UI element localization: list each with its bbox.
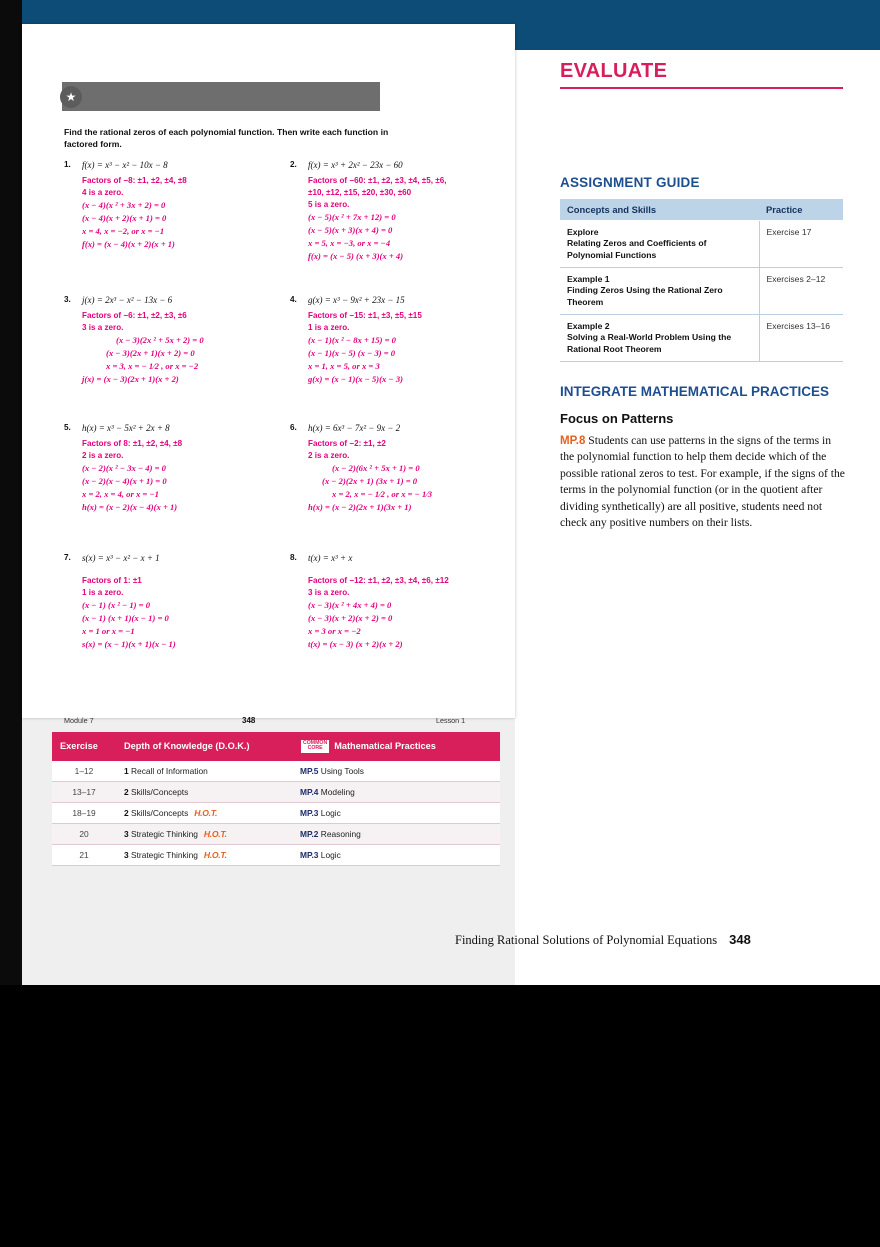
- dok-header-exercise: Exercise: [52, 732, 116, 761]
- hot-badge: H.O.T.: [194, 807, 218, 818]
- answer-line: 1 is a zero.: [82, 587, 124, 597]
- mp-label: Using Tools: [320, 765, 364, 776]
- mp-code: MP.4: [300, 786, 319, 797]
- dok-practice-cell: [292, 781, 500, 802]
- problem-number: 3.: [64, 295, 71, 304]
- running-footer-page: 348: [729, 932, 751, 947]
- left-dark-strip: [0, 0, 22, 985]
- answer-line: x = 1 or x = −1: [82, 625, 135, 636]
- problem-7: [64, 552, 279, 651]
- table-row: [560, 221, 843, 268]
- dok-level-cell: [116, 844, 292, 865]
- dok-header-row: [52, 732, 500, 761]
- section-header-bar: [62, 82, 380, 111]
- dok-exercise: 1–12: [52, 761, 116, 782]
- guide-label: Example 2: [567, 321, 610, 332]
- answer-line: (x − 2)(x ² − 3x − 4) = 0: [82, 463, 166, 474]
- dok-header-practices: [292, 732, 500, 761]
- answer-line: 3 is a zero.: [308, 587, 350, 597]
- mp-code: MP.2: [300, 828, 319, 839]
- table-row: [52, 823, 500, 844]
- dok-practice-cell: [292, 802, 500, 823]
- answer-line: (x − 3)(2x + 1)(x + 2) = 0: [106, 347, 195, 358]
- mp-label: Logic: [320, 849, 341, 860]
- problem-number: 1.: [64, 160, 71, 169]
- student-page-footer: [64, 716, 484, 725]
- top-blue-banner: [515, 0, 880, 50]
- answer-line: f(x) = (x − 5) (x + 3)(x + 4): [308, 250, 404, 261]
- problem-function: g(x) = x³ − 9x² + 23x − 15: [308, 295, 405, 305]
- footer-module: Module 7: [64, 716, 94, 725]
- answer-line: s(x) = (x − 1)(x + 1)(x − 1): [82, 638, 176, 649]
- answer-line: 4 is a zero.: [82, 187, 124, 197]
- answer-line: 5 is a zero.: [308, 200, 350, 210]
- problem-number: 2.: [290, 160, 297, 169]
- mp-label: Modeling: [320, 786, 355, 797]
- integrate-practices-heading: INTEGRATE MATHEMATICAL PRACTICES: [560, 384, 829, 400]
- guide-label: Example 1: [567, 274, 610, 285]
- guide-practice: Exercise 17: [759, 221, 843, 268]
- footer-page-number: 348: [242, 716, 256, 725]
- answer-line: Factors of −15: ±1, ±3, ±5, ±15: [308, 310, 422, 320]
- answer-line: 2 is a zero.: [82, 450, 124, 460]
- exercise-instructions: Find the rational zeros of each polynomial function. Then write each function in factored form.: [64, 127, 389, 149]
- answer-line: (x − 1) (x ² − 1) = 0: [82, 600, 151, 611]
- answer-line: x = 2, x = 4, or x = −1: [82, 488, 159, 499]
- answer-line: (x − 1)(x − 5) (x − 3) = 0: [308, 347, 396, 358]
- problem-1: [64, 159, 279, 251]
- dok-level-cell: [116, 761, 292, 782]
- running-footer: [455, 932, 855, 948]
- answer-line: 3 is a zero.: [82, 322, 124, 332]
- dok-level-cell: [116, 823, 292, 844]
- answer-line: Factors of −6: ±1, ±2, ±3, ±6: [82, 310, 187, 320]
- dok-exercise: 20: [52, 823, 116, 844]
- guide-header-row: [560, 199, 843, 221]
- problem-3: [64, 294, 279, 386]
- problem-number: 8.: [290, 553, 297, 562]
- answer-line: g(x) = (x − 1)(x − 5)(x − 3): [308, 373, 403, 384]
- problem-4: [290, 294, 495, 386]
- answer-line: h(x) = (x − 2)(2x + 1)(3x + 1): [308, 501, 412, 512]
- problem-function: h(x) = x³ − 5x² + 2x + 8: [82, 423, 170, 433]
- footer-lesson: Lesson 1: [436, 716, 466, 725]
- answer-line: Factors of −60: ±1, ±2, ±3, ±4, ±5, ±6,: [308, 175, 447, 185]
- dok-exercise: 18–19: [52, 802, 116, 823]
- problem-function: h(x) = 6x³ − 7x² − 9x − 2: [308, 423, 401, 433]
- dok-header-dok: Depth of Knowledge (D.O.K.): [116, 732, 292, 761]
- guide-detail: Finding Zeros Using the Rational Zero Theorem: [567, 285, 723, 307]
- problem-number: 4.: [290, 295, 297, 304]
- dok-label: Recall of Information: [131, 765, 208, 776]
- guide-concept-cell: [560, 221, 759, 268]
- problem-8: [290, 552, 500, 651]
- dok-practice-cell: [292, 844, 500, 865]
- answer-line: x = 3 or x = −2: [308, 625, 361, 636]
- problem-number: 5.: [64, 423, 71, 432]
- dok-level: 2: [124, 807, 129, 818]
- answer-line: (x − 4)(x ² + 3x + 2) = 0: [82, 200, 166, 211]
- problem-function: f(x) = x³ − x² − 10x − 8: [82, 160, 168, 170]
- table-row: [52, 781, 500, 802]
- dok-level: 2: [124, 786, 129, 797]
- dok-practice-cell: [292, 823, 500, 844]
- evaluate-heading: EVALUATE: [560, 60, 668, 82]
- running-footer-title: Finding Rational Solutions of Polynomial Equations: [455, 933, 718, 947]
- problem-function: f(x) = x³ + 2x² − 23x − 60: [308, 160, 403, 170]
- dok-label: Skills/Concepts: [131, 786, 189, 797]
- hot-badge: H.O.T.: [203, 849, 227, 860]
- mp-label: Reasoning: [320, 828, 361, 839]
- problem-function: j(x) = 2x³ − x² − 13x − 6: [82, 295, 173, 305]
- table-row: [52, 844, 500, 865]
- problem-number: 7.: [64, 553, 71, 562]
- guide-detail: Solving a Real-World Problem Using the Rational Root Theorem: [567, 332, 732, 354]
- assignment-guide-heading: ASSIGNMENT GUIDE: [560, 175, 700, 190]
- answer-line: 1 is a zero.: [308, 322, 350, 332]
- teacher-column: [560, 60, 845, 532]
- dok-label: Strategic Thinking: [131, 849, 198, 860]
- answer-line: (x − 3)(x ² + 4x + 4) = 0: [308, 600, 392, 611]
- mp8-tag: MP.8: [560, 434, 586, 447]
- answer-line: x = 4, x = −2, or x = −1: [82, 225, 165, 236]
- answer-line: x = 1, x = 5, or x = 3: [308, 360, 380, 371]
- answer-line: x = 2, x = − 1⁄2 , or x = − 1⁄3: [332, 488, 433, 499]
- answer-line: Factors of 1: ±1: [82, 575, 142, 585]
- dok-level: 1: [124, 765, 129, 776]
- answer-line: (x − 4)(x + 2)(x + 1) = 0: [82, 212, 167, 223]
- dok-label: Skills/Concepts: [131, 807, 189, 818]
- mp-code: MP.3: [300, 849, 319, 860]
- answer-line: h(x) = (x − 2)(x − 4)(x + 1): [82, 501, 178, 512]
- dok-exercise: 21: [52, 844, 116, 865]
- guide-detail: Relating Zeros and Coefficients of Polynomial Functions: [567, 238, 707, 260]
- answer-line: (x − 2)(2x + 1) (3x + 1) = 0: [322, 475, 418, 486]
- answer-line: Factors of −2: ±1, ±2: [308, 438, 386, 448]
- answer-line: x = 5, x = −3, or x = −4: [308, 237, 391, 248]
- answer-line: 2 is a zero.: [308, 450, 350, 460]
- answer-line: Factors of −8: ±1, ±2, ±4, ±8: [82, 175, 187, 185]
- hot-badge: H.O.T.: [203, 828, 227, 839]
- mp-label: Logic: [320, 807, 341, 818]
- answer-line: t(x) = (x − 3) (x + 2)(x + 2): [308, 638, 403, 649]
- guide-practice: Exercises 13–16: [759, 315, 843, 362]
- star-icon: ★: [60, 86, 82, 108]
- evaluate-rule: [560, 87, 843, 89]
- answer-line: (x − 1)(x ² − 8x + 15) = 0: [308, 335, 396, 346]
- assignment-guide-table: [560, 199, 843, 362]
- mp8-paragraph: [560, 433, 845, 532]
- answer-line: (x − 2)(6x ² + 5x + 1) = 0: [332, 463, 420, 474]
- dok-header-practices-label: Mathematical Practices: [334, 740, 436, 751]
- problem-5: [64, 422, 279, 514]
- mp-code: MP.3: [300, 807, 319, 818]
- dok-label: Strategic Thinking: [131, 828, 198, 839]
- guide-header-practice: Practice: [759, 199, 843, 221]
- problem-6: [290, 422, 495, 514]
- dok-practice-cell: [292, 761, 500, 782]
- answer-line: Factors of −12: ±1, ±2, ±3, ±4, ±6, ±12: [308, 575, 449, 585]
- answer-line: (x − 1) (x + 1)(x − 1) = 0: [82, 612, 169, 623]
- table-row: [52, 761, 500, 782]
- answer-line: j(x) = (x − 3)(2x + 1)(x + 2): [82, 373, 179, 384]
- answer-line: (x − 3)(x + 2)(x + 2) = 0: [308, 612, 393, 623]
- table-row: [560, 268, 843, 315]
- guide-header-concepts: Concepts and Skills: [560, 199, 759, 221]
- common-core-badge-line1: COMMON: [303, 740, 328, 746]
- problem-number: 6.: [290, 423, 297, 432]
- dok-level-cell: [116, 802, 292, 823]
- mp-code: MP.5: [300, 765, 319, 776]
- common-core-badge: [300, 739, 330, 754]
- answer-line: ±10, ±12, ±15, ±20, ±30, ±60: [308, 187, 412, 197]
- answer-line: (x − 5)(x + 3)(x + 4) = 0: [308, 225, 393, 236]
- dok-exercise: 13–17: [52, 781, 116, 802]
- dok-level-cell: [116, 781, 292, 802]
- answer-line: x = 3, x = − 1⁄2 , or x = −2: [106, 360, 199, 371]
- guide-label: Explore: [567, 227, 599, 237]
- table-row: [560, 315, 843, 362]
- guide-concept-cell: [560, 315, 759, 362]
- dok-level: 3: [124, 828, 129, 839]
- mp8-body-text: Students can use patterns in the signs of the terms in the polynomial function to help them decide which of the possible rational zeros to test. For example, if the signs of the terms in the polynomial function (or in the quotient after dividing synthetically) are all positive, students need not check any positive numbers on their lists.: [560, 433, 845, 530]
- guide-concept-cell: [560, 268, 759, 315]
- problem-function: s(x) = x³ − x² − x + 1: [82, 553, 160, 563]
- focus-on-patterns-heading: Focus on Patterns: [560, 410, 674, 426]
- answer-line: (x − 5)(x ² + 7x + 12) = 0: [308, 212, 396, 223]
- answer-line: f(x) = (x − 4)(x + 2)(x + 1): [82, 238, 175, 249]
- answer-line: (x − 2)(x − 4)(x + 1) = 0: [82, 475, 167, 486]
- answer-line: Factors of 8: ±1, ±2, ±4, ±8: [82, 438, 183, 448]
- student-page: [22, 24, 515, 725]
- dok-level: 3: [124, 849, 129, 860]
- dok-table: [52, 732, 500, 866]
- guide-practice: Exercises 2–12: [759, 268, 843, 315]
- problem-2: [290, 159, 495, 263]
- top-blue-banner-left: [22, 0, 515, 24]
- problem-function: t(x) = x³ + x: [308, 553, 353, 563]
- table-row: [52, 802, 500, 823]
- common-core-badge-line2: CORE: [307, 745, 323, 752]
- answer-line: (x − 3)(2x ² + 5x + 2) = 0: [116, 335, 204, 346]
